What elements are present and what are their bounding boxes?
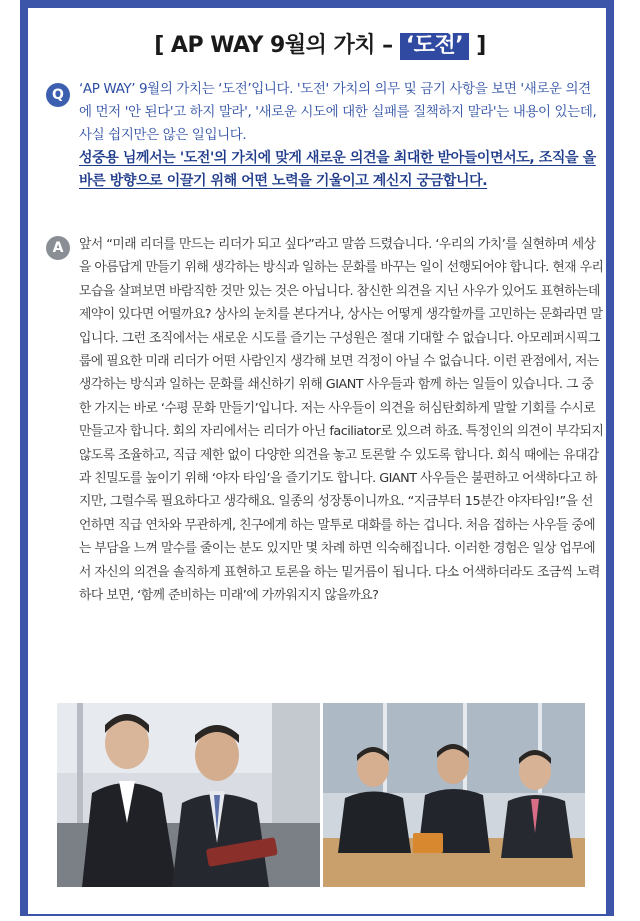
title-highlight: ‘도전’ bbox=[400, 33, 469, 60]
question-badge: Q bbox=[46, 83, 70, 107]
question-text: ‘AP WAY’ 9월의 가치는 ‘도전’입니다. '도전' 가치의 의무 및 금기 사항을 보면 '새로운 의견에 먼저 '안 된다'고 하지 말라', '새로운 시도에 대한 실패를 질책하지 말라'는 내용이 있는데, 사실 쉽지만은 않은 일입니다. bbox=[79, 81, 597, 143]
photo-right-illustration bbox=[323, 703, 585, 887]
page-title bbox=[0, 28, 640, 59]
photo-two-men-tablet bbox=[57, 703, 320, 887]
photo-left-illustration bbox=[57, 703, 320, 887]
question-block bbox=[79, 78, 599, 193]
question-highlight: 성중용 님께서는 '도전'의 가치에 맞게 새로운 의견을 최대한 받아들이면서도, 조직을 올바른 방향으로 이끌기 위해 어떤 노력을 기울이고 계신지 궁금합니다. bbox=[79, 150, 596, 189]
answer-badge: A bbox=[46, 236, 70, 260]
answer-text: 앞서 “미래 리더를 만드는 리더가 되고 싶다”라고 말씀 드렸습니다. ‘우리의 가치’를 실현하며 세상을 아름답게 만들기 위해 생각하는 방식과 일하는 문화를 바꾸는 일이 선행되어야 합니다. 현재 우리 모습을 살펴보면 바람직한 것만 있는 것은 아닙니다. 참신한 의견을 지닌 사우가 있어도 표현하는데 제약이 있다면 어떨까요? 상사의 눈치를 본다거나, 상사는 어떻게 생각할까를 고민하는 문화라면 말입니다. 그런 조직에서는 새로운 시도를 즐기는 구성원은 절대 기대할 수 없습니다. 아모레퍼시픽그룹에 필요한 미래 리더가 어떤 사람인지 생각해 보면 걱정이 아닐 수 없습니다. 이런 관점에서, 저는 생각하는 방식과 일하는 문화를 쇄신하기 위해 GIANT 사우들과 함께 하는 일들이 있습니다. 그 중 한 가지는 바로 ‘수평 문화 만들기’입니다. 저는 사우들이 의견을 허심탄회하게 말할 기회를 수시로 만들고자 합니다. 회의 자리에서는 리더가 아닌 faciliator로 있으려 하죠. 특정인의 의견이 부각되지 않도록 조율하고, 직급 제한 없이 다양한 의견을 놓고 토론할 수 있도록 합니다. 회식 때에는 유대감과 친밀도를 높이기 위해 ‘야자 타임’을 즐기기도 합니다. GIANT 사우들은 불편하고 어색하다고 하지만, 그럴수록 필요하다고 생각해요. 일종의 성장통이니까요. “지금부터 15분간 야자타임!”을 선언하면 직급 연차와 무관하게, 친구에게 하는 말투로 대화를 하는 겁니다. 처음 접하는 사우들 중에는 부담을 느껴 말수를 줄이는 분도 있지만 몇 차례 하면 익숙해집니다. 이러한 경험은 일상 업무에서 자신의 의견을 솔직하게 표현하고 토론을 하는 밑거름이 됩니다. 다소 어색하더라도 조금씩 노력하다 보면, ‘함께 준비하는 미래’에 가까워지지 않을까요? bbox=[79, 237, 604, 604]
photo-three-men-meeting bbox=[323, 703, 585, 887]
title-suffix: ] bbox=[469, 33, 486, 58]
title-prefix: [ AP WAY 9월의 가치 – bbox=[154, 33, 400, 58]
